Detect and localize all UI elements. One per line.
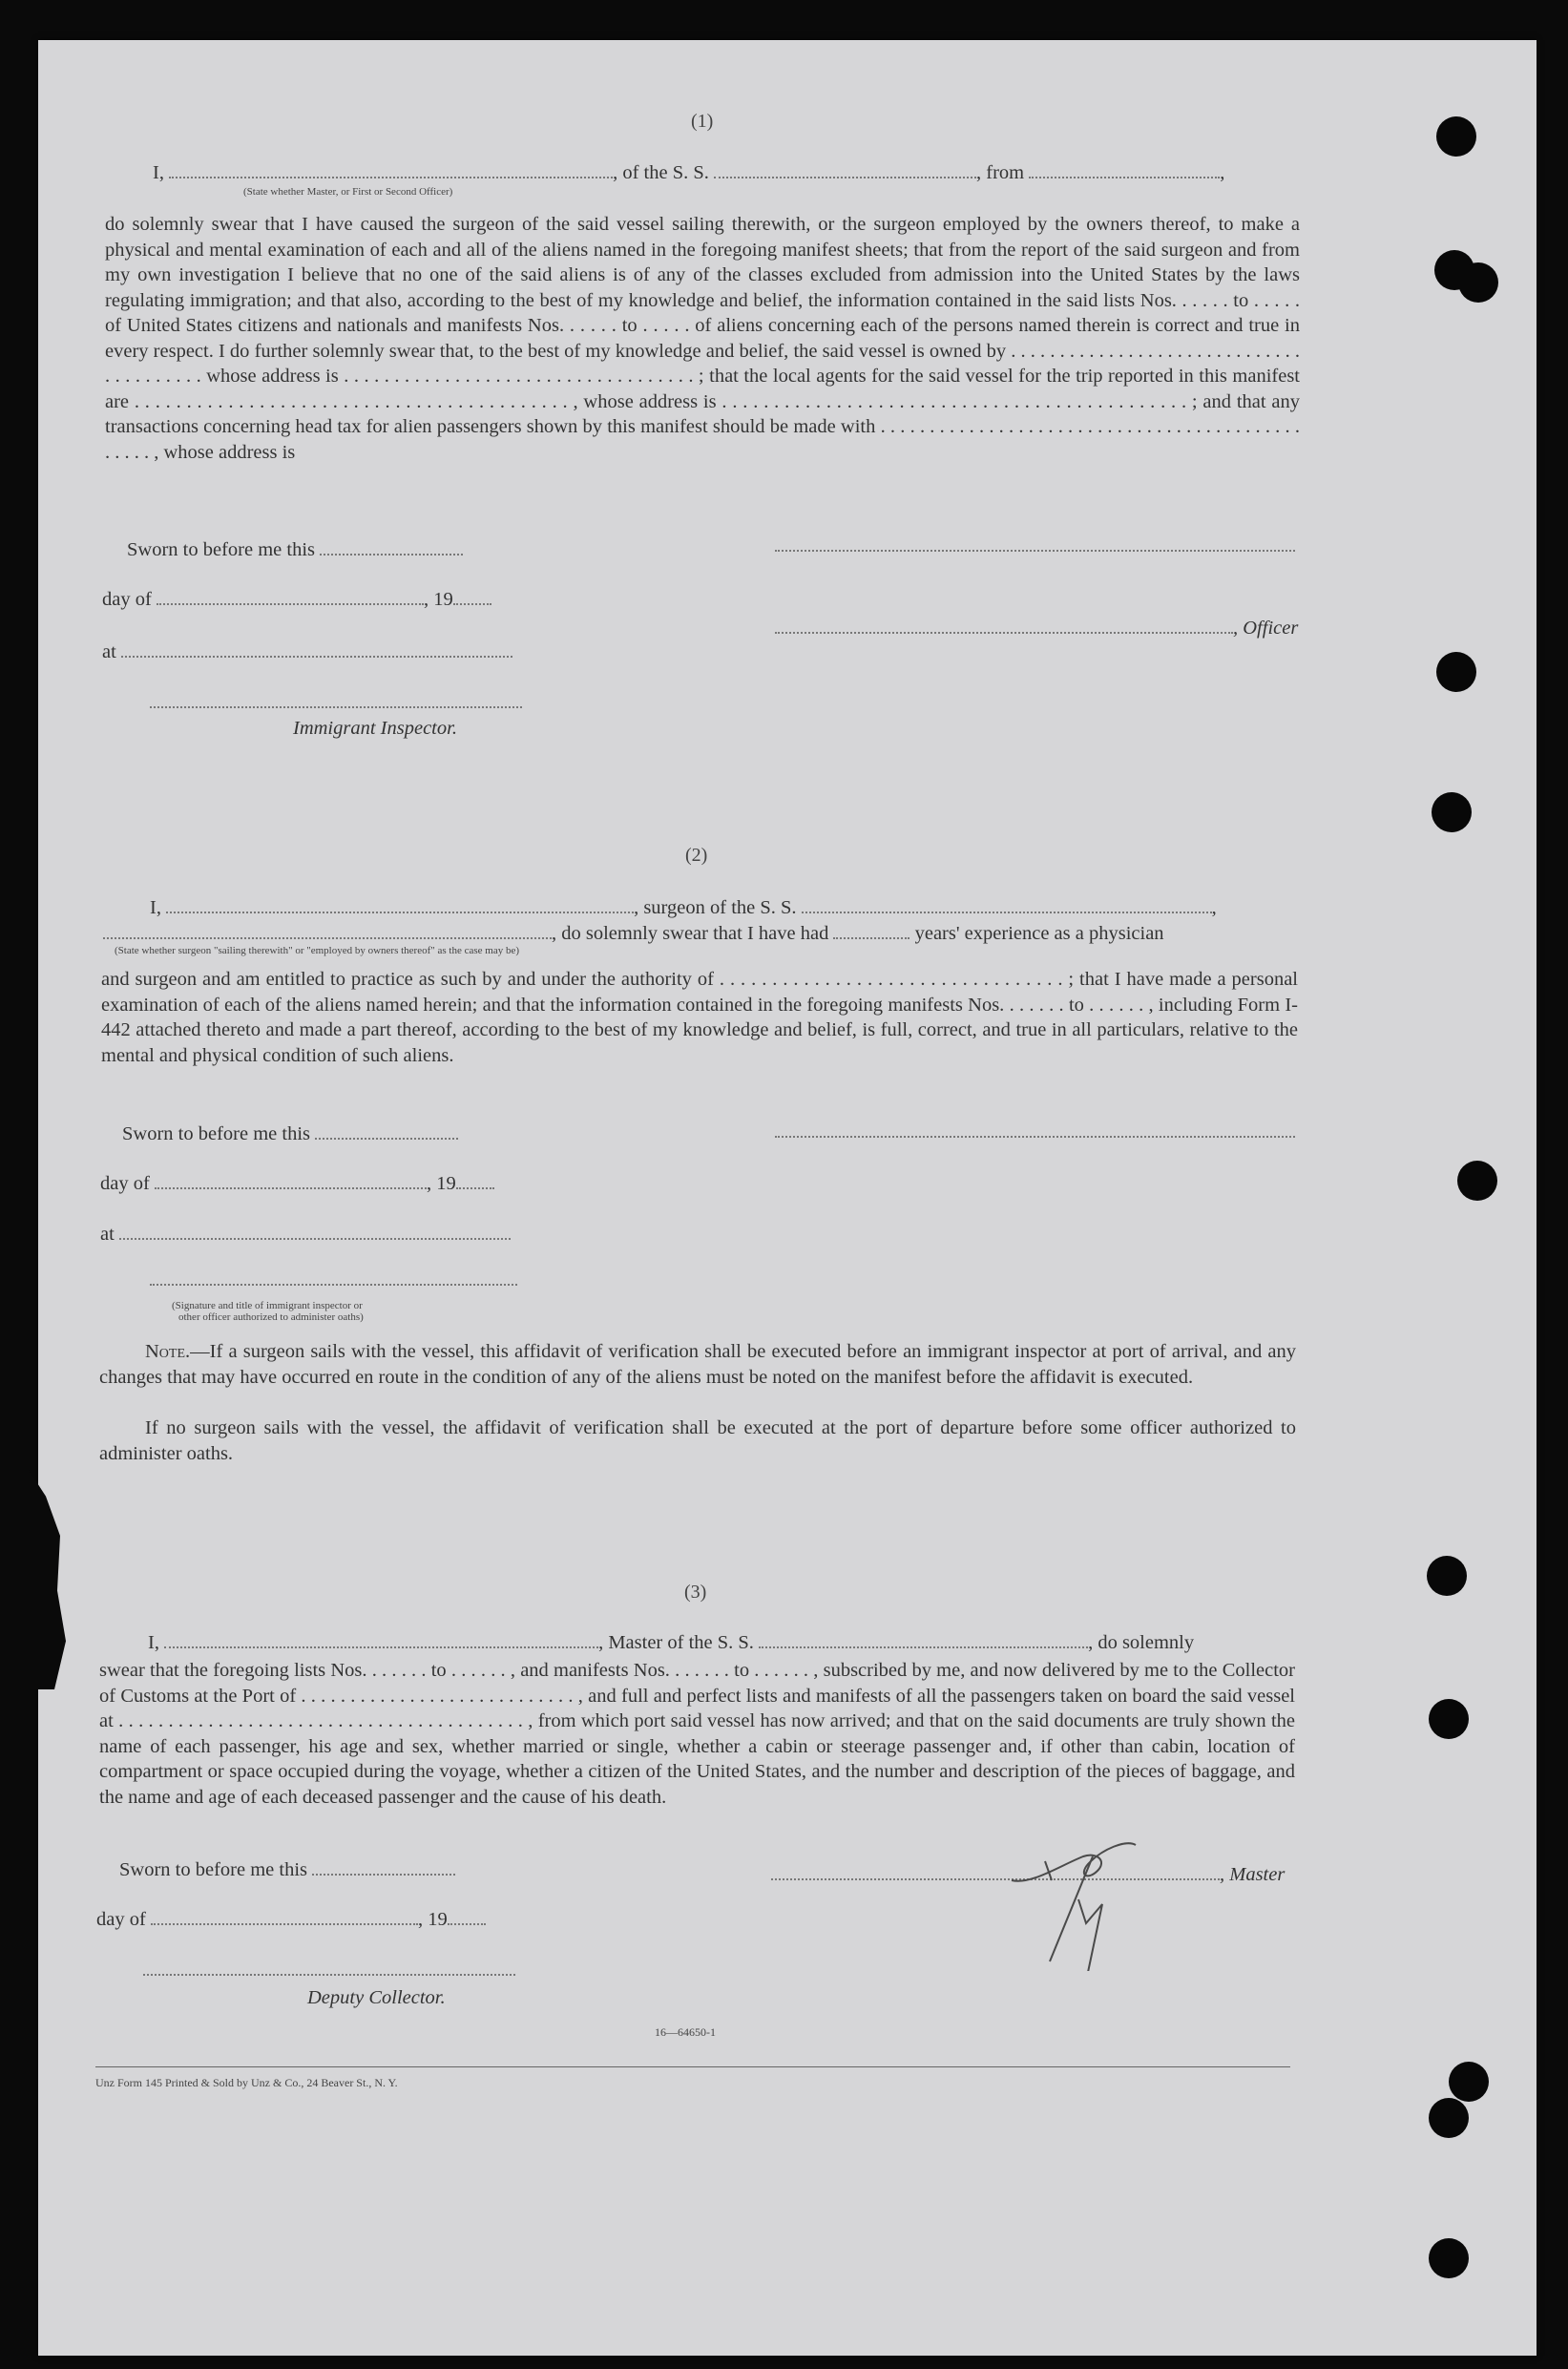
blank-field[interactable] [315,1124,458,1140]
text: , 19 [423,589,453,610]
punch-hole [1429,2238,1469,2278]
blank-field[interactable] [169,163,613,178]
blank-field[interactable] [151,1910,418,1925]
text: day of [102,589,152,610]
text: , surgeon of the S. S. [634,897,797,918]
text: Sworn to before me this [119,1859,307,1880]
field-hint: other officer authorized to administer oaths) [178,1311,364,1323]
section-number: (2) [685,845,708,866]
footer-rule [95,2066,1290,2067]
place-line [102,641,512,663]
blank-field[interactable] [759,1633,1088,1648]
text: , [1211,897,1217,918]
blank-field[interactable] [1029,163,1220,178]
section-number: (3) [684,1582,707,1603]
text: Sworn to before me this [127,539,315,560]
blank-field[interactable] [312,1860,455,1876]
text: years' experience as a physician [914,923,1164,944]
oath-line [153,162,1224,184]
text: Sworn to before me this [122,1123,310,1144]
oath-line [150,897,1217,919]
note-paragraph [99,1339,1296,1390]
text: , Master [1220,1864,1286,1885]
text: at [102,641,116,662]
signer-title: Immigrant Inspector. [293,718,457,739]
note-paragraph: If no surgeon sails with the vessel, the affidavit of verification shall be executed at the port of departure before some officer authorized to administer oaths. [99,1417,1296,1464]
signer-title: Deputy Collector. [307,1987,446,2008]
blank-field[interactable] [833,924,909,939]
blank-field[interactable] [166,898,634,913]
text: I, [153,162,164,183]
text: , do solemnly swear that I have had [552,923,829,944]
blank-field[interactable] [157,590,424,605]
blank-field[interactable] [320,540,463,556]
text: , [1220,162,1225,183]
blank-field[interactable] [456,1174,494,1189]
blank-field[interactable] [802,898,1212,913]
punch-hole [1458,262,1498,303]
note-label: Note. [145,1341,191,1362]
place-line [100,1224,511,1246]
blank-field[interactable] [714,163,976,178]
text: , Officer [1233,618,1299,639]
field-hint: (Signature and title of immigrant inspector or [172,1300,363,1311]
section-number: (1) [691,111,714,132]
punch-hole [1436,116,1476,157]
punch-hole [1449,2062,1489,2102]
signature-field[interactable] [775,1136,1295,1138]
sworn-line [119,1859,455,1881]
text: I, [150,897,161,918]
signature-field[interactable] [150,706,522,708]
officer-line [775,618,1298,639]
blank-field[interactable] [164,1633,598,1648]
blank-field[interactable] [155,1174,427,1189]
punch-hole [1429,1699,1469,1739]
text: , do solemnly [1088,1632,1195,1653]
field-hint: (State whether surgeon "sailing therewith" or "employed by owners thereof" as the case may be) [115,945,520,956]
sworn-line [127,539,463,561]
text: , from [976,162,1025,183]
text: I, [148,1632,159,1653]
text: day of [100,1173,150,1194]
text: at [100,1224,115,1245]
blank-field[interactable] [448,1910,486,1925]
field-hint: (State whether Master, or First or Second Officer) [243,186,453,198]
punch-hole [1427,1556,1467,1596]
punch-hole [1457,1161,1497,1201]
signature-field[interactable] [775,550,1295,552]
date-line [96,1909,486,1931]
blank-field[interactable] [119,1225,511,1240]
text: day of [96,1909,146,1930]
form-code: 16—64650-1 [655,2025,716,2039]
blank-field[interactable] [103,924,552,939]
blank-field[interactable] [775,618,1233,634]
text: , Master of the S. S. [598,1632,754,1653]
oath-line [103,923,1164,945]
blank-field[interactable] [121,642,512,658]
signature-field[interactable] [143,1974,515,1976]
signature-mark [993,1828,1183,1971]
sworn-line [122,1123,458,1145]
text: , 19 [417,1909,448,1930]
text: , of the S. S. [613,162,709,183]
punch-hole [1436,652,1476,692]
signature-field[interactable] [150,1284,517,1286]
oath-body: swear that the foregoing lists Nos. . . . . . . to . . . . . . , and manifests Nos. . . . . . . to . . . . . . , subscribed by me, and now delivered by me to the Collector of Customs at the Port of . . . . . . . . . . . . . . . . . . . . . . . . . . . . , and full and perfect lists and manifests of all the passengers taken on board the said vessel at . . . . . . . . . . . . . . . . . . . . . . . . . . . . . . . . . . . . . . . . . , from which port said vessel has now arrived; and that on the said documents are truly shown the name of each passenger, his age and sex, whether married or single, whether a cabin or steerage passenger and, if other than cabin, location of compartment or space occupied during the voyage, whether a citizen of the United States, and the number and description of the pieces of baggage, and the name and age of each deceased passenger and the cause of his death. [99,1660,1295,1808]
punch-hole [1432,792,1472,832]
date-line [100,1173,494,1195]
note-text: —If a surgeon sails with the vessel, this affidavit of verification shall be executed before an immigrant inspector at port of arrival, and any changes that may have occurred en route in the condition of any of the aliens must be noted on the manifest before the affidavit is executed. [99,1341,1296,1388]
oath-body: do solemnly swear that I have caused the surgeon of the said vessel sailing therewith, or the surgeon employed by the owners thereof, to make a physical and mental examination of each and all of the aliens named in the foregoing manifest sheets; that from the report of the said surgeon and from my own investigation I believe that no one of the said aliens is of any of the classes excluded from admission into the United States by the laws regulating immigration; and that also, according to the best of my knowledge and belief, the information contained in the said lists Nos. . . . . . to . . . . . of United States citizens and nationals and manifests Nos. . . . . . to . . . . . of aliens concerning each of the persons named therein is correct and true in every respect. I do further solemnly swear that, to the best of my knowledge and belief, the said vessel is owned by . . . . . . . . . . . . . . . . . . . . . . . . . . . . . . . . . . . . . . . . whose address is . . . . . . . . . . . . . . . . . . . . . . . . . . . . . . . . . . . ; that the local agents for the said vessel for the trip reported in this manifest are . . . . . . . . . . . . . . . . . . . . . . . . . . . . . . . . . . . . . . . . . . , whose address is . . . . . . . . . . . . . . . . . . . . . . . . . . . . . . . . . . . . . . . . . . . . . ; and that any transactions concerning head tax for alien passengers shown by this manifest should be made with . . . . . . . . . . . . . . . . . . . . . . . . . . . . . . . . . . . . . . . . . . . . . . . . , whose address is [105,214,1300,463]
printer-imprint: Unz Form 145 Printed & Sold by Unz & Co., 24 Beaver St., N. Y. [95,2076,398,2089]
oath-line [148,1632,1194,1654]
punch-hole [1429,2098,1469,2138]
blank-field[interactable] [453,590,491,605]
oath-body: and surgeon and am entitled to practice as such by and under the authority of . . . . . . . . . . . . . . . . . . . . . . . . . . . . . . . . . ; that I have made a personal examination of each of the aliens named herein; and that the information contained in the foregoing manifests Nos. . . . . . . to . . . . . . , including Form I-442 attached thereto and made a part thereof, according to the best of my knowledge and belief, is full, correct, and true in all particulars, relative to the mental and physical condition of such aliens. [101,969,1298,1066]
text: , 19 [426,1173,456,1194]
date-line [102,589,491,611]
